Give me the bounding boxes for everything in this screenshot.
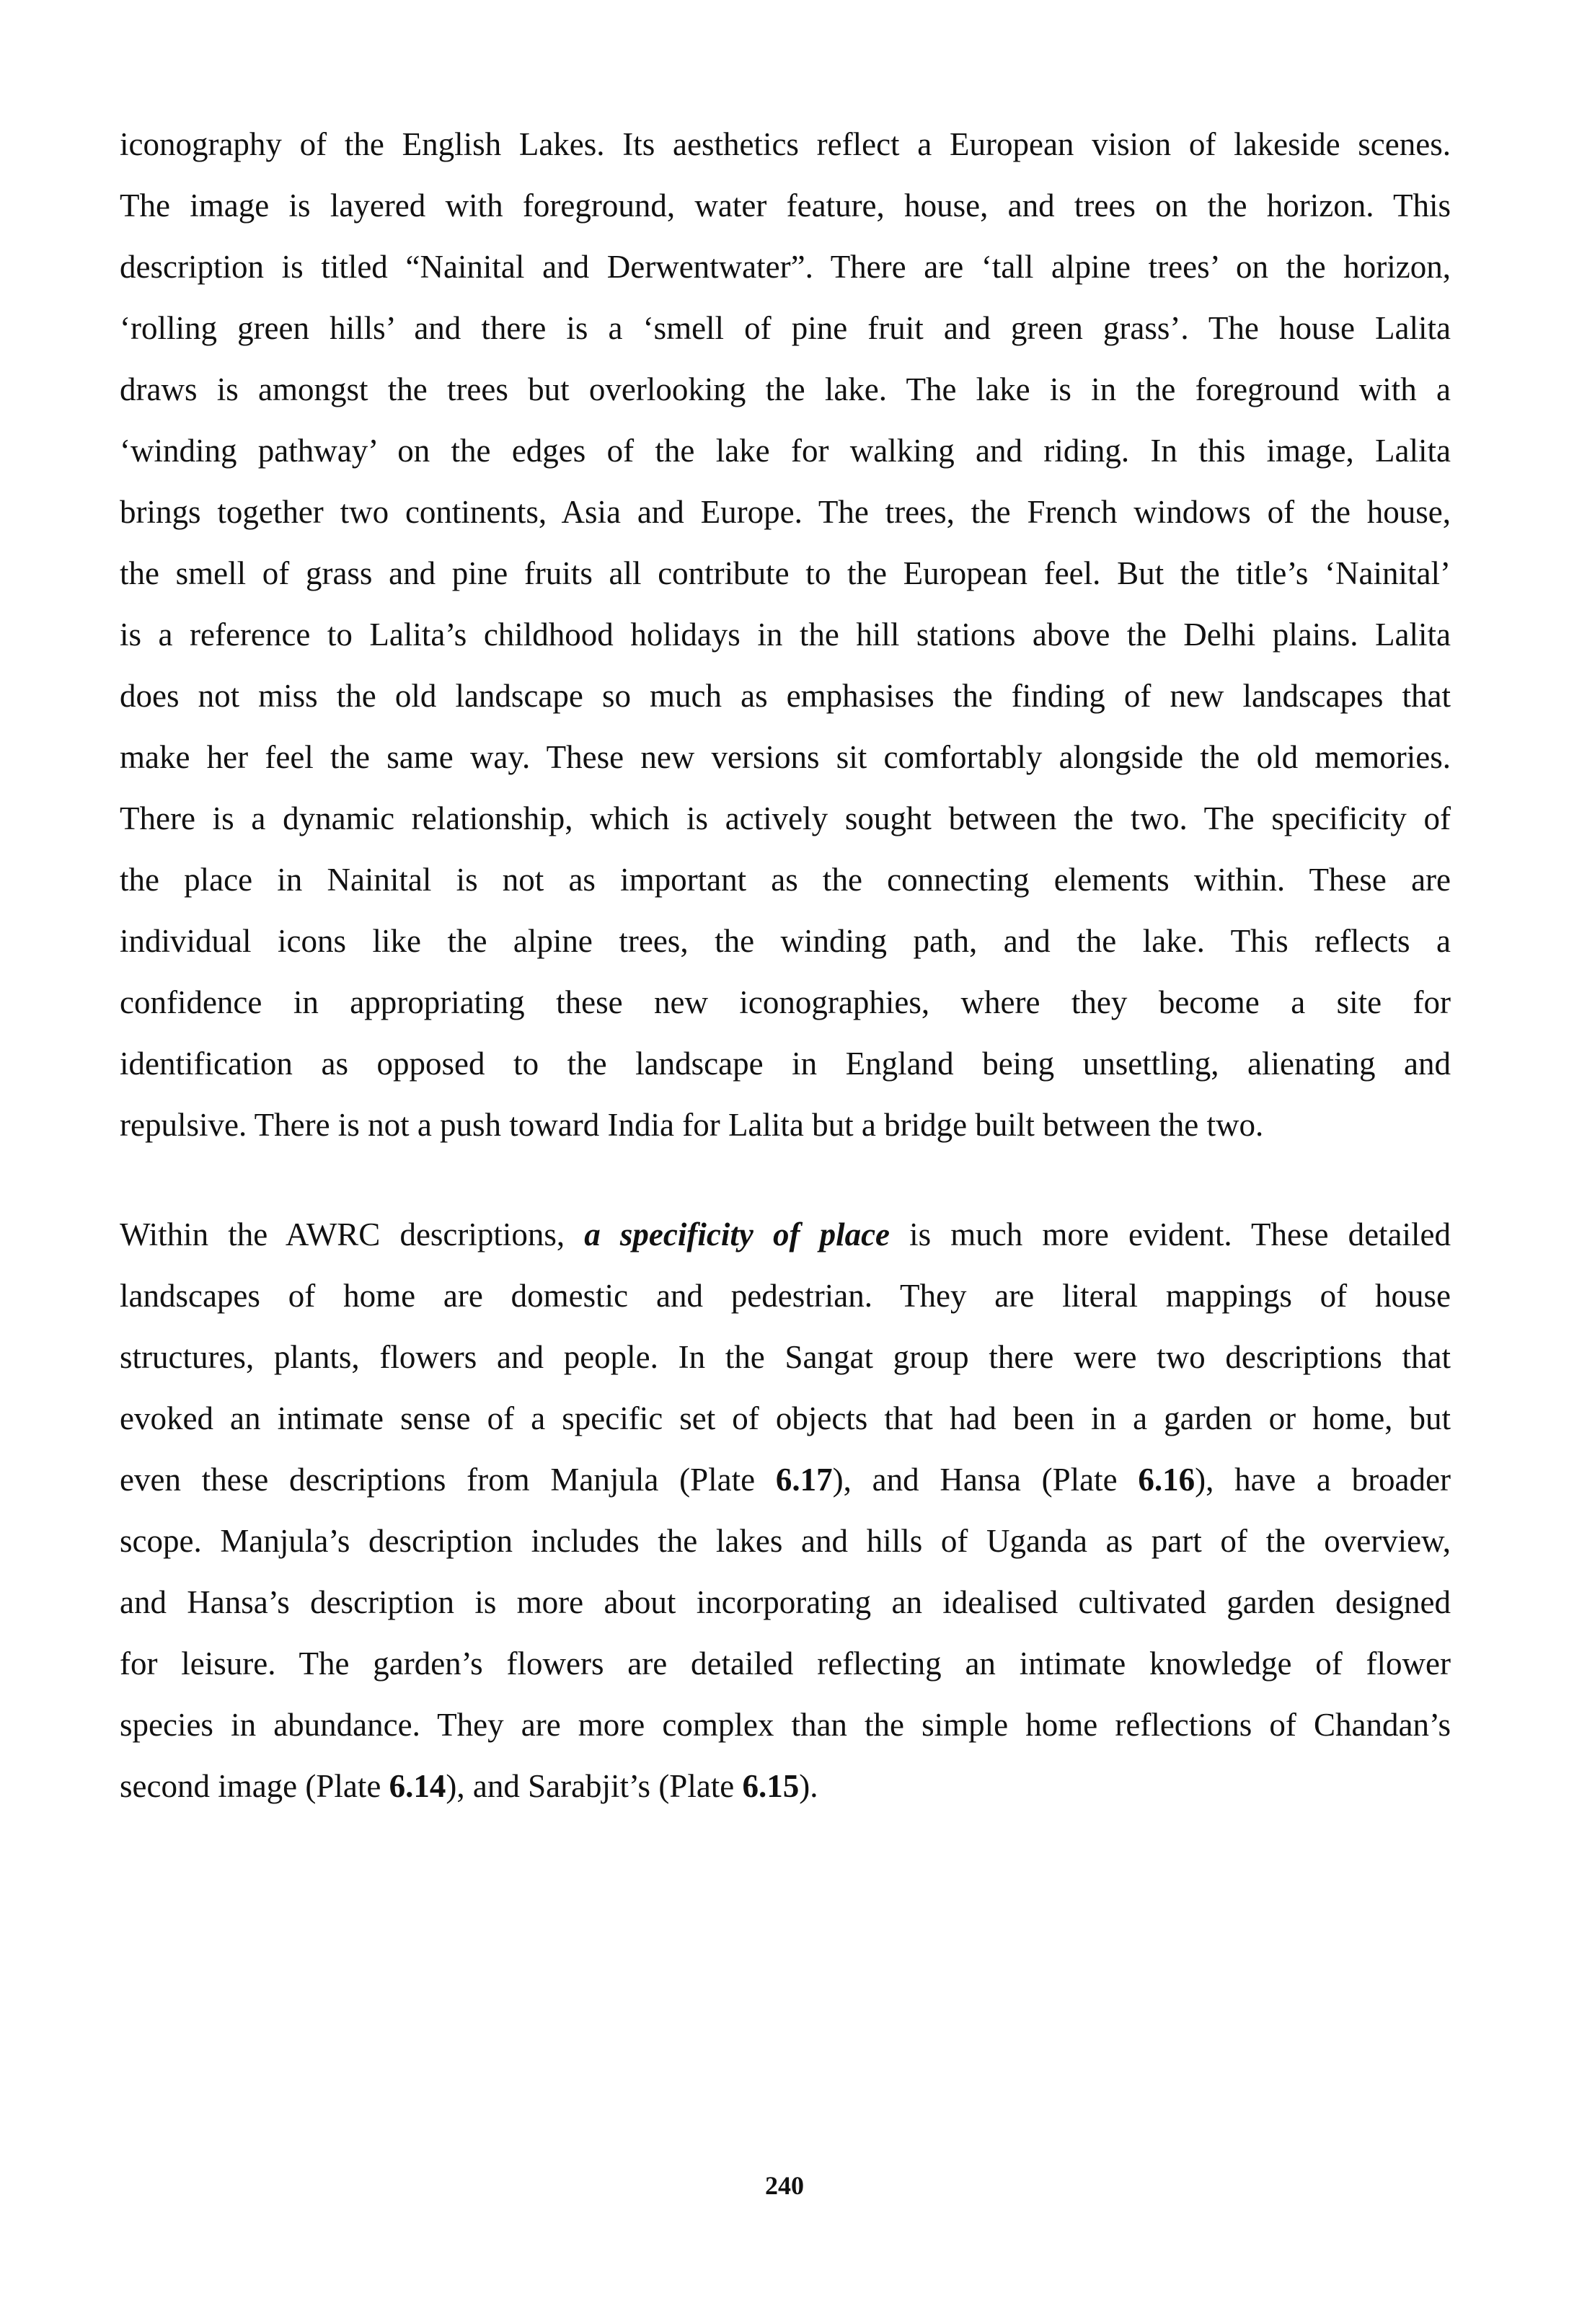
paragraph-2-line: and Hansa’s description is more about incorporating an idealised cultivated garden designed xyxy=(120,1584,1451,1620)
text-run: is much more evident. These detailed xyxy=(890,1216,1451,1252)
paragraph-1-line: repulsive. There is not a push toward India for Lalita but a bridge built between the two. xyxy=(120,1107,1264,1143)
paragraph-2-line: scope. Manjula’s description includes the lakes and hills of Uganda as part of the overview, xyxy=(120,1523,1451,1559)
paragraph-1 xyxy=(120,114,1451,1156)
paragraph-2-line: evoked an intimate sense of a specific set of objects that had been in a garden or home, but xyxy=(120,1400,1451,1436)
text-run: even these descriptions from Manjula (Plate xyxy=(120,1462,776,1498)
paragraph-2-line: species in abundance. They are more complex than the simple home reflections of Chandan’s xyxy=(120,1707,1451,1743)
page-number: 240 xyxy=(765,2171,804,2200)
paragraph-2-line: landscapes of home are domestic and pedestrian. They are literal mappings of house xyxy=(120,1278,1451,1314)
text-run: ), have a broader xyxy=(1195,1462,1451,1498)
paragraph-2 xyxy=(120,1204,1451,1817)
paragraph-1-line: make her feel the same way. These new versions sit comfortably alongside the old memories. xyxy=(120,739,1451,775)
paragraph-1-line: the place in Nainital is not as important as the connecting elements within. These are xyxy=(120,862,1451,898)
paragraph-2-line xyxy=(120,1449,1451,1511)
paragraph-1-line: individual icons like the alpine trees, the winding path, and the lake. This reflects a xyxy=(120,923,1451,959)
paragraph-2-line: for leisure. The garden’s flowers are detailed reflecting an intimate knowledge of flower xyxy=(120,1645,1451,1682)
text-run: ), and Hansa (Plate xyxy=(832,1462,1139,1498)
plate-reference: 6.15 xyxy=(742,1768,800,1804)
emphasis-specificity-of-place: a specificity of place xyxy=(584,1216,890,1252)
paragraph-2-line xyxy=(120,1756,1451,1817)
paragraph-2-line: structures, plants, flowers and people. In the Sangat group there were two descriptions that xyxy=(120,1339,1451,1375)
paragraph-1-line: description is titled “Nainital and Derwentwater”. There are ‘tall alpine trees’ on the horizon, xyxy=(120,249,1451,285)
plate-reference: 6.17 xyxy=(775,1462,833,1498)
paragraph-1-line: identification as opposed to the landscape in England being unsettling, alienating and xyxy=(120,1046,1451,1082)
paragraph-1-line: does not miss the old landscape so much as emphasises the finding of new landscapes that xyxy=(120,678,1451,714)
paragraph-1-line: The image is layered with foreground, water feature, house, and trees on the horizon. This xyxy=(120,187,1451,224)
plate-reference: 6.14 xyxy=(389,1768,446,1804)
paragraph-2-line xyxy=(120,1204,1451,1265)
paragraph-1-line: iconography of the English Lakes. Its aesthetics reflect a European vision of lakeside scenes. xyxy=(120,126,1451,162)
paragraph-1-line: the smell of grass and pine fruits all contribute to the European feel. But the title’s ‘Nainital’ xyxy=(120,555,1451,591)
plate-reference: 6.16 xyxy=(1138,1462,1195,1498)
paragraph-1-line: ‘rolling green hills’ and there is a ‘smell of pine fruit and green grass’. The house Lalita xyxy=(120,310,1451,346)
text-run: ), and Sarabjit’s (Plate xyxy=(446,1768,743,1804)
paragraph-1-line: ‘winding pathway’ on the edges of the lake for walking and riding. In this image, Lalita xyxy=(120,433,1451,469)
text-run: ). xyxy=(799,1768,818,1804)
text-run: second image (Plate xyxy=(120,1768,389,1804)
text-run: Within the AWRC descriptions, xyxy=(120,1216,585,1252)
paragraph-1-line: confidence in appropriating these new iconographies, where they become a site for xyxy=(120,984,1451,1020)
paragraph-1-line: There is a dynamic relationship, which is actively sought between the two. The specificity of xyxy=(120,800,1451,836)
paragraph-1-line: is a reference to Lalita’s childhood holidays in the hill stations above the Delhi plains. Lalita xyxy=(120,617,1451,653)
paragraph-1-line: brings together two continents, Asia and Europe. The trees, the French windows of the house, xyxy=(120,494,1451,530)
paragraph-1-line: draws is amongst the trees but overlooking the lake. The lake is in the foreground with a xyxy=(120,371,1451,407)
